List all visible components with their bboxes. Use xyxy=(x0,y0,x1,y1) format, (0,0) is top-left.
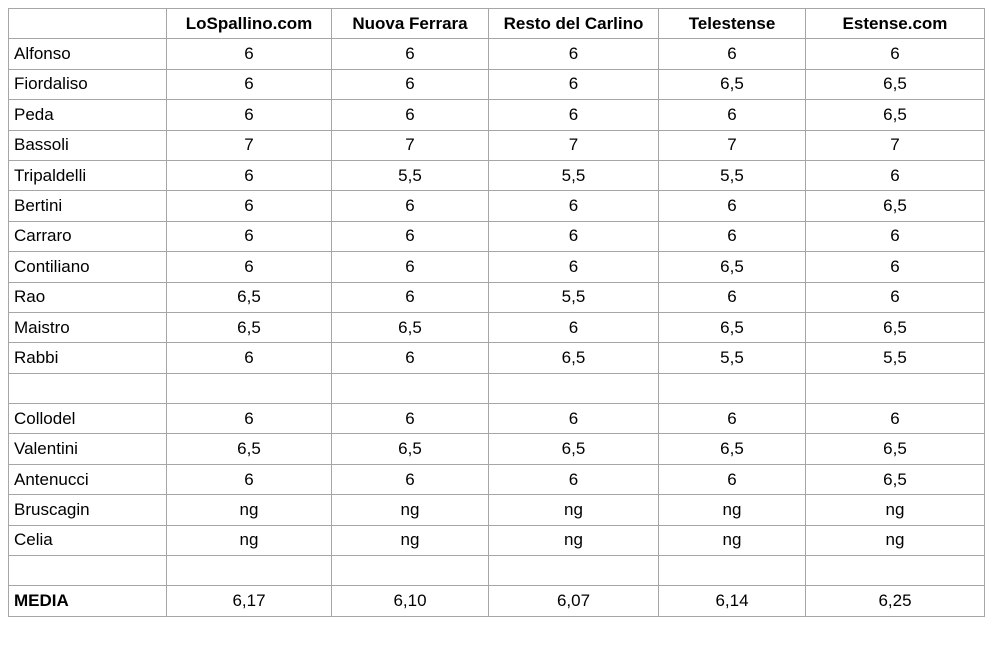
rating-cell[interactable]: 6,5 xyxy=(806,464,985,494)
player-name-cell[interactable]: Bruscagin xyxy=(9,495,167,525)
empty-row xyxy=(9,373,985,403)
rating-cell[interactable]: 6 xyxy=(659,282,806,312)
rating-cell[interactable] xyxy=(167,556,332,586)
rating-cell[interactable]: 6,5 xyxy=(332,434,489,464)
player-row xyxy=(9,282,985,312)
player-name-cell[interactable]: Bertini xyxy=(9,191,167,221)
rating-cell[interactable]: 5,5 xyxy=(489,160,659,190)
rating-cell[interactable]: 6 xyxy=(167,100,332,130)
average-cell[interactable]: 6,25 xyxy=(806,586,985,616)
rating-cell[interactable]: 5,5 xyxy=(659,160,806,190)
player-name-cell[interactable]: Alfonso xyxy=(9,39,167,69)
column-header[interactable]: Estense.com xyxy=(806,9,985,39)
player-name-cell[interactable]: Valentini xyxy=(9,434,167,464)
player-name-cell[interactable]: Antenucci xyxy=(9,464,167,494)
total-row xyxy=(9,586,985,616)
rating-cell[interactable]: 6,5 xyxy=(806,69,985,99)
rating-cell[interactable]: ng xyxy=(332,525,489,555)
rating-cell[interactable]: 6,5 xyxy=(659,312,806,342)
rating-cell[interactable]: 7 xyxy=(167,130,332,160)
rating-cell[interactable]: 6,5 xyxy=(806,312,985,342)
rating-cell[interactable]: 6 xyxy=(332,464,489,494)
rating-cell[interactable]: 5,5 xyxy=(489,282,659,312)
player-name-cell[interactable]: Maistro xyxy=(9,312,167,342)
rating-cell[interactable]: 6,5 xyxy=(332,312,489,342)
rating-cell[interactable] xyxy=(806,373,985,403)
rating-cell[interactable]: 6 xyxy=(167,69,332,99)
rating-cell[interactable]: 6,5 xyxy=(167,434,332,464)
rating-cell[interactable]: ng xyxy=(659,495,806,525)
header-row xyxy=(9,9,985,39)
player-name-cell[interactable]: Carraro xyxy=(9,221,167,251)
rating-cell[interactable]: 6 xyxy=(167,191,332,221)
column-header[interactable]: Resto del Carlino xyxy=(489,9,659,39)
rating-cell[interactable]: 6 xyxy=(806,282,985,312)
rating-cell[interactable]: 6 xyxy=(489,221,659,251)
rating-cell[interactable]: 6 xyxy=(659,404,806,434)
player-row xyxy=(9,434,985,464)
rating-cell[interactable]: 6 xyxy=(332,282,489,312)
empty-row xyxy=(9,556,985,586)
rating-cell[interactable]: 6 xyxy=(489,100,659,130)
rating-cell[interactable]: 6 xyxy=(167,404,332,434)
rating-cell[interactable]: 6 xyxy=(489,191,659,221)
rating-cell[interactable]: 6 xyxy=(489,252,659,282)
rating-cell[interactable] xyxy=(332,556,489,586)
rating-cell[interactable]: 6 xyxy=(167,252,332,282)
player-row xyxy=(9,130,985,160)
average-cell[interactable]: 6,10 xyxy=(332,586,489,616)
player-row xyxy=(9,191,985,221)
column-header[interactable]: Telestense xyxy=(659,9,806,39)
rating-cell[interactable]: 5,5 xyxy=(659,343,806,373)
rating-cell[interactable]: 6,5 xyxy=(167,312,332,342)
table-body xyxy=(9,39,985,616)
rating-cell[interactable]: 6 xyxy=(806,221,985,251)
rating-cell[interactable]: 6 xyxy=(489,404,659,434)
rating-cell[interactable]: 7 xyxy=(332,130,489,160)
rating-cell[interactable]: 6 xyxy=(332,69,489,99)
rating-cell[interactable]: 6 xyxy=(659,221,806,251)
rating-cell[interactable]: 6,5 xyxy=(167,282,332,312)
player-name-cell[interactable] xyxy=(9,373,167,403)
rating-cell[interactable]: 6 xyxy=(659,39,806,69)
rating-cell[interactable]: 6 xyxy=(167,39,332,69)
rating-cell[interactable]: 6,5 xyxy=(659,252,806,282)
spreadsheet xyxy=(8,8,985,617)
rating-cell[interactable]: 7 xyxy=(659,130,806,160)
player-name-cell[interactable]: Contiliano xyxy=(9,252,167,282)
column-header[interactable]: LoSpallino.com xyxy=(167,9,332,39)
rating-cell[interactable]: 7 xyxy=(489,130,659,160)
player-name-cell[interactable]: Fiordaliso xyxy=(9,69,167,99)
player-row xyxy=(9,160,985,190)
corner-cell xyxy=(9,9,167,39)
average-cell[interactable]: 6,07 xyxy=(489,586,659,616)
rating-cell[interactable]: 6 xyxy=(332,100,489,130)
rating-cell[interactable]: 6,5 xyxy=(806,100,985,130)
rating-cell[interactable]: 6,5 xyxy=(806,191,985,221)
rating-cell[interactable]: 6 xyxy=(806,160,985,190)
rating-cell[interactable] xyxy=(489,373,659,403)
total-label-cell[interactable]: MEDIA xyxy=(9,586,167,616)
player-row xyxy=(9,221,985,251)
rating-cell[interactable]: 6 xyxy=(332,221,489,251)
rating-cell[interactable]: 6 xyxy=(489,39,659,69)
player-name-cell[interactable]: Collodel xyxy=(9,404,167,434)
rating-cell[interactable]: 5,5 xyxy=(332,160,489,190)
rating-cell[interactable]: 6,5 xyxy=(659,434,806,464)
rating-cell[interactable]: 6 xyxy=(332,191,489,221)
player-row xyxy=(9,495,985,525)
rating-cell[interactable]: 6 xyxy=(332,39,489,69)
ratings-table xyxy=(8,8,985,617)
average-cell[interactable]: 6,17 xyxy=(167,586,332,616)
rating-cell[interactable]: 6 xyxy=(167,160,332,190)
rating-cell[interactable]: 6 xyxy=(659,464,806,494)
rating-cell[interactable]: ng xyxy=(167,495,332,525)
rating-cell[interactable] xyxy=(659,373,806,403)
rating-cell[interactable]: 6 xyxy=(332,252,489,282)
player-name-cell[interactable] xyxy=(9,556,167,586)
rating-cell[interactable]: ng xyxy=(167,525,332,555)
rating-cell[interactable]: 6,5 xyxy=(489,434,659,464)
rating-cell[interactable]: 6 xyxy=(167,343,332,373)
rating-cell[interactable]: ng xyxy=(489,525,659,555)
player-row xyxy=(9,312,985,342)
rating-cell[interactable]: 7 xyxy=(806,130,985,160)
rating-cell[interactable]: 5,5 xyxy=(806,343,985,373)
average-cell[interactable]: 6,14 xyxy=(659,586,806,616)
rating-cell[interactable]: 6 xyxy=(489,312,659,342)
player-name-cell[interactable]: Rabbi xyxy=(9,343,167,373)
rating-cell[interactable]: ng xyxy=(489,495,659,525)
column-header[interactable]: Nuova Ferrara xyxy=(332,9,489,39)
rating-cell[interactable]: 6 xyxy=(659,100,806,130)
rating-cell[interactable]: 6,5 xyxy=(489,343,659,373)
player-row xyxy=(9,39,985,69)
player-row xyxy=(9,69,985,99)
rating-cell[interactable] xyxy=(167,373,332,403)
player-name-cell[interactable]: Celia xyxy=(9,525,167,555)
player-row xyxy=(9,464,985,494)
rating-cell[interactable] xyxy=(489,556,659,586)
player-row xyxy=(9,525,985,555)
rating-cell[interactable] xyxy=(806,556,985,586)
rating-cell[interactable]: 6 xyxy=(806,252,985,282)
player-name-cell[interactable]: Tripaldelli xyxy=(9,160,167,190)
player-name-cell[interactable]: Peda xyxy=(9,100,167,130)
rating-cell[interactable]: ng xyxy=(659,525,806,555)
rating-cell[interactable]: 6 xyxy=(489,69,659,99)
rating-cell[interactable]: 6 xyxy=(332,404,489,434)
rating-cell[interactable]: 6 xyxy=(489,464,659,494)
player-row xyxy=(9,343,985,373)
rating-cell[interactable]: 6 xyxy=(806,404,985,434)
player-name-cell[interactable]: Rao xyxy=(9,282,167,312)
rating-cell[interactable]: 6 xyxy=(659,191,806,221)
rating-cell[interactable]: 6 xyxy=(167,221,332,251)
player-row xyxy=(9,252,985,282)
player-row xyxy=(9,404,985,434)
rating-cell[interactable]: 6 xyxy=(806,39,985,69)
player-name-cell[interactable]: Bassoli xyxy=(9,130,167,160)
rating-cell[interactable]: 6,5 xyxy=(806,434,985,464)
rating-cell[interactable]: ng xyxy=(806,495,985,525)
rating-cell[interactable]: 6,5 xyxy=(659,69,806,99)
rating-cell[interactable] xyxy=(659,556,806,586)
player-row xyxy=(9,100,985,130)
rating-cell[interactable]: 6 xyxy=(167,464,332,494)
rating-cell[interactable] xyxy=(332,373,489,403)
rating-cell[interactable]: ng xyxy=(332,495,489,525)
rating-cell[interactable]: ng xyxy=(806,525,985,555)
rating-cell[interactable]: 6 xyxy=(332,343,489,373)
